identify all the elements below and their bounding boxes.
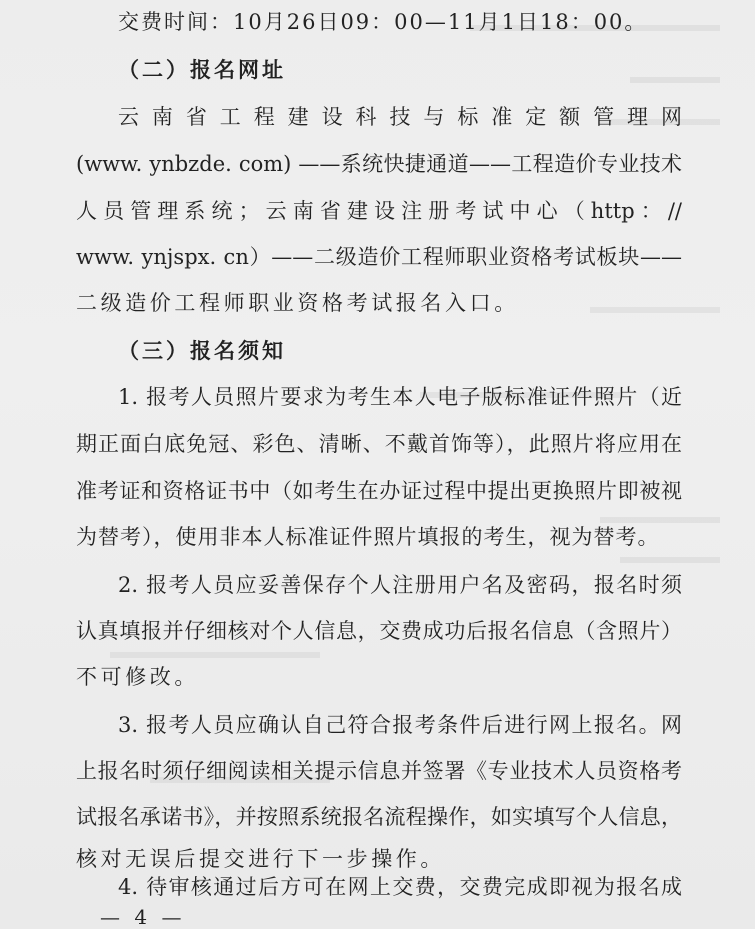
fee-time-line: 交费时间：10月26日09：00—11月1日18：00。	[118, 10, 648, 34]
section-2-heading: （二）报名网址	[118, 57, 286, 82]
item-3-line-2: 上报名时须仔细阅读相关提示信息并签署《专业技术人员资格考	[76, 759, 682, 783]
item-2-line-2: 认真填报并仔细核对个人信息，交费成功后报名信息（含照片）	[76, 619, 682, 643]
item-2-line-1: 2. 报考人员应妥善保存个人注册用户名及密码，报名时须	[118, 573, 682, 597]
item-1-line-1: 1. 报考人员照片要求为考生本人电子版标准证件照片（近	[118, 385, 682, 409]
item-3-line-3: 试报名承诺书》，并按照系统报名流程操作，如实填写个人信息，	[76, 805, 682, 829]
page-number: — 4 —	[100, 905, 186, 929]
section-2-line-4: www. ynjspx. cn）——二级造价工程师职业资格考试板块——	[76, 245, 682, 269]
section-2-line-1: 云南省工程建设科技与标准定额管理网	[118, 105, 682, 129]
item-4-line-1: 4. 待审核通过后方可在网上交费，交费完成即视为报名成	[118, 875, 682, 899]
item-3-line-1: 3. 报考人员应确认自己符合报考条件后进行网上报名。网	[118, 713, 682, 737]
item-1-line-3: 准考证和资格证书中（如考生在办证过程中提出更换照片即被视	[76, 479, 682, 503]
section-2-line-5: 二级造价工程师职业资格考试报名入口。	[76, 291, 519, 315]
item-3-line-4: 核对无误后提交进行下一步操作。	[76, 847, 445, 871]
section-3-heading: （三）报名须知	[118, 338, 286, 363]
item-2-line-3: 不可修改。	[76, 665, 199, 689]
item-1-line-4: 为替考），使用非本人标准证件照片填报的考生，视为替考。	[76, 525, 660, 549]
section-2-line-3: 人员管理系统；云南省建设注册考试中心（http：//	[76, 199, 682, 223]
item-1-line-2: 期正面白底免冠、彩色、清晰、不戴首饰等），此照片将应用在	[76, 432, 682, 456]
section-2-line-2: (www. ynbzde. com) ——系统快捷通道——工程造价专业技术	[76, 152, 682, 176]
